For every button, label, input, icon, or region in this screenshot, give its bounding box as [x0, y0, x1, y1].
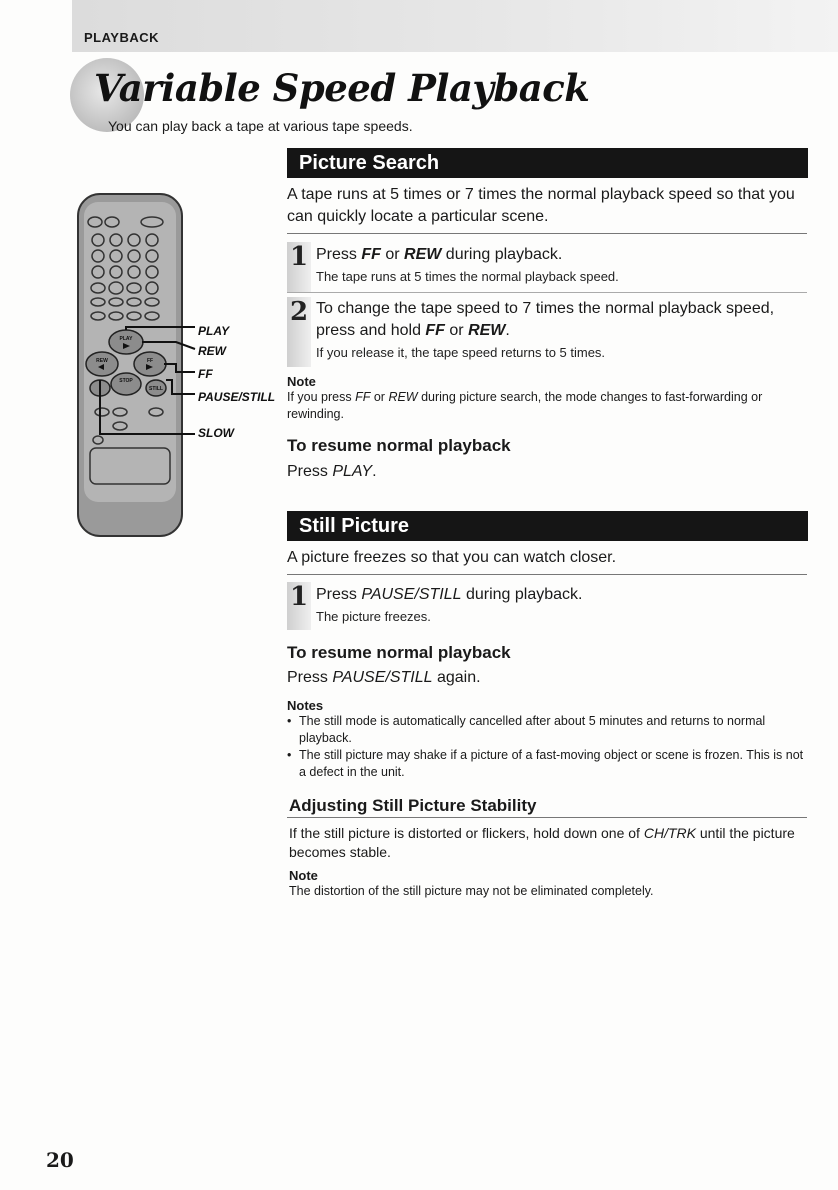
divider	[287, 233, 807, 234]
stability-heading: Adjusting Still Picture Stability	[289, 796, 537, 815]
callout-play: PLAY	[198, 324, 230, 338]
page-subtitle: You can play back a tape at various tape speeds.	[108, 118, 413, 134]
step-number: 1	[287, 582, 311, 630]
divider	[287, 574, 807, 575]
stability-note-heading: Note	[289, 868, 318, 883]
picture-search-note: Note If you press FF or REW during picture search, the mode changes to fast-forwarding or rewinding.	[287, 374, 763, 421]
picture-search-heading: Picture Search	[287, 148, 808, 178]
callout-ff: FF	[198, 367, 213, 381]
divider	[287, 817, 807, 818]
step-number: 2	[287, 297, 311, 367]
picture-search-intro: A tape runs at 5 times or 7 times the normal playback speed so that you can quickly locate a particular scene.	[287, 186, 795, 225]
section-label: PLAYBACK	[84, 30, 160, 45]
note-item: • The still picture may shake if a picture of a fast-moving object or scene is frozen. This is not a defect in the unit.	[287, 747, 812, 781]
page-number: 20	[46, 1148, 74, 1172]
still-picture-notes: Notes • The still mode is automatically cancelled after about 5 minutes and returns to normal playback. • The still picture may shake if a picture of a fast-moving object or scene is frozen. This is not a defect in the unit.	[287, 698, 812, 781]
still-picture-intro: A picture freezes so that you can watch closer.	[287, 549, 617, 566]
callout-rew: REW	[198, 344, 226, 358]
step-number: 1	[287, 242, 311, 292]
ff-button-label: FF	[146, 358, 154, 364]
note-item: • The still mode is automatically cancelled after about 5 minutes and returns to normal playback.	[287, 713, 812, 747]
resume-instruction: Press PLAY.	[287, 463, 377, 480]
page-title: Variable Speed Playback	[94, 66, 590, 110]
rew-button-label: REW	[96, 358, 108, 364]
still-button-label: STILL	[149, 386, 163, 392]
callout-pause-still: PAUSE/STILL	[198, 390, 275, 404]
divider	[287, 292, 807, 293]
play-button-label: PLAY	[119, 336, 133, 342]
callout-slow: SLOW	[198, 426, 234, 440]
stability-note: The distortion of the still picture may not be eliminated completely.	[289, 884, 654, 898]
stop-button-label: STOP	[119, 378, 133, 384]
header-bar	[72, 0, 838, 52]
still-picture-heading: Still Picture	[287, 511, 808, 541]
resume-heading: To resume normal playback	[287, 436, 511, 455]
still-picture-step-1: Press PAUSE/STILL during playback. The picture freezes.	[316, 586, 583, 624]
picture-search-step-2: To change the tape speed to 7 times the normal playback speed, press and hold FF or REW. If you release it, the tape speed returns to 5 times.	[316, 300, 775, 360]
resume-heading: To resume normal playback	[287, 643, 511, 662]
resume-instruction: Press PAUSE/STILL again.	[287, 669, 481, 686]
picture-search-step-1: Press FF or REW during playback. The tape runs at 5 times the normal playback speed.	[316, 246, 619, 284]
stability-text: If the still picture is distorted or flickers, hold down one of CH/TRK until the picture becomes stable.	[289, 825, 795, 860]
remote-control-illustration	[60, 180, 275, 545]
